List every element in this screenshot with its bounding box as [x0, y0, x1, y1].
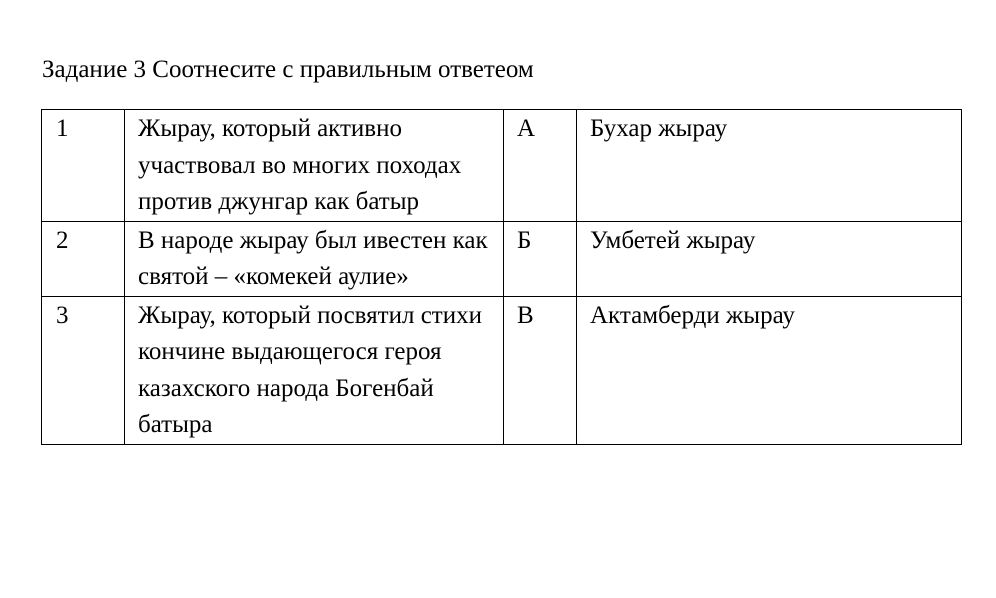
- row-number: 3: [42, 296, 125, 444]
- table-row: [42, 221, 962, 296]
- table-row: [42, 296, 962, 444]
- answer-letter: А: [504, 110, 577, 222]
- table-row: [42, 110, 962, 222]
- row-number: 1: [42, 110, 125, 222]
- task-title: Задание 3 Соотнесите с правильным ответеом: [42, 56, 534, 83]
- matching-table: [41, 109, 962, 445]
- answer-letter: В: [504, 296, 577, 444]
- answer-option: Актамберди жырау: [577, 296, 962, 444]
- row-description: В народе жырау был ивестен как святой – «комекей аулие»: [125, 221, 504, 296]
- answer-option: Бухар жырау: [577, 110, 962, 222]
- answer-letter: Б: [504, 221, 577, 296]
- row-number: 2: [42, 221, 125, 296]
- answer-option: Умбетей жырау: [577, 221, 962, 296]
- row-description: Жырау, который активно участвовал во многих походах против джунгар как батыр: [125, 110, 504, 222]
- row-description: Жырау, который посвятил стихи кончине выдающегося героя казахского народа Богенбай батыра: [125, 296, 504, 444]
